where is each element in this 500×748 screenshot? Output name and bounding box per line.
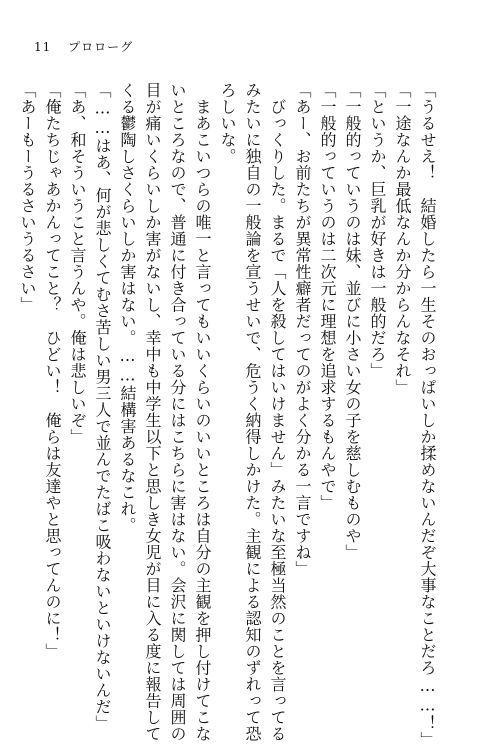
text-line: 「……はあ、何が悲しくてむさ苦しい男三人で並んでたばこ吸わないといけないんだ」 xyxy=(93,82,112,732)
text-line: 「というか、巨乳が好きは一般的だろ」 xyxy=(368,82,387,379)
chapter-title: プロローグ xyxy=(68,40,134,54)
text-line: まあこいつらの唯一と言ってもいいくらいのいいところは自分の主観を押し付けてこな xyxy=(193,82,212,742)
text-line: いところなので、普通に付き合っている分にはこちらに害はない。会沢に関しては周囲の xyxy=(168,82,187,742)
page-number: 11 xyxy=(34,40,52,54)
text-line: くる鬱陶しさくらいしか害はない。……結構害あるなこれ。 xyxy=(118,82,137,534)
text-line: 「一途なんか最低なんか分からんなそれ」 xyxy=(393,82,412,396)
text-line: 目が痛いくらいしか害がないし、幸中も中学生以下と思しき女児が目に入る度に報告して xyxy=(143,82,162,742)
text-line: 「俺たちじゃあかんってこと？ ひどい！ 俺らは友達やと思ってんのに！」 xyxy=(43,82,62,660)
text-line: みたいに独自の一般論を宣うせいで、危うく納得しかけた。主観による認知のずれって恐 xyxy=(243,82,262,742)
text-line: 「あー、お前たちが異常性癖者だってのがよく分かる一言ですね」 xyxy=(293,82,312,577)
text-line: ろしいな。 xyxy=(218,82,237,165)
text-line: 「うるせえ！ 結婚したら一生そのおっぱいしか揉めないんだぞ大事なことだろ……！」 xyxy=(418,82,437,748)
text-line: 「あーもーうるさいうるさい」 xyxy=(18,82,37,313)
running-header xyxy=(34,38,133,55)
text-line: 「一般的っていうのは二次元に理想を追求するもんやで」 xyxy=(318,82,337,511)
body-text xyxy=(18,82,440,748)
text-line: 「あ、和そういうこと言うんや。俺は悲しいぞ」 xyxy=(68,82,87,445)
text-line: 「一般的っていうのは妹、並びに小さい女の子を慈しむものや」 xyxy=(343,82,362,561)
text-line: びっくりした。まるで「人を殺してはいけません」みたいな至極当然のことを言ってる xyxy=(268,82,287,742)
